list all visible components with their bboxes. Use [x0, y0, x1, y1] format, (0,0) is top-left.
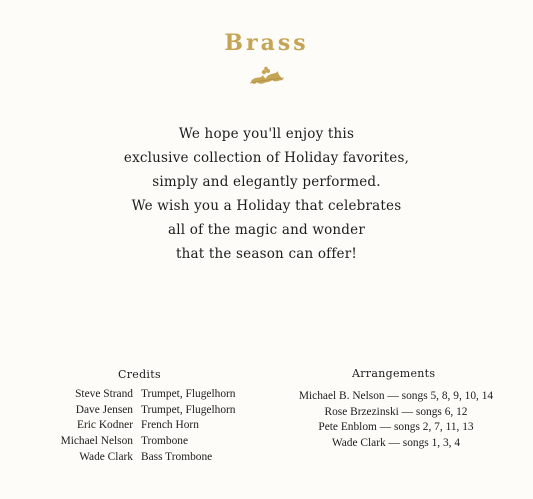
credit-name: Eric Kodner	[77, 419, 133, 432]
arrangements-list	[298, 389, 494, 452]
credit-role: Trumpet, Flugelhorn	[141, 388, 236, 400]
credit-name: Michael Nelson	[60, 435, 133, 448]
credit-row	[30, 434, 236, 450]
credit-role: Bass Trombone	[141, 450, 213, 463]
credit-role: French Horn	[141, 419, 199, 432]
message-line: all of the magic and wonder	[168, 222, 365, 238]
message-line: We hope you'll enjoy this	[178, 126, 355, 142]
credit-row	[30, 403, 236, 419]
message-line: that the season can offer!	[175, 246, 358, 262]
credits-heading: Credits	[118, 368, 161, 381]
credit-name: Wade Clark	[79, 450, 133, 463]
message-line: simply and elegantly performed.	[152, 174, 381, 190]
credits-list	[30, 387, 236, 466]
credit-role: Trombone	[141, 435, 189, 448]
message-line: We wish you a Holiday that celebrates	[131, 198, 402, 214]
credit-row	[30, 418, 236, 434]
arrangement-row: Michael B. Nelson — songs 5, 8, 9, 10, 14	[298, 390, 494, 402]
credit-name: Dave Jensen	[75, 403, 133, 416]
credit-role: Trumpet, Flugelhorn	[141, 403, 236, 416]
arrangements-heading: Arrangements	[352, 367, 436, 380]
holiday-message	[0, 122, 533, 266]
arrangement-row: Rose Brzezinski — songs 6, 12	[324, 405, 468, 418]
credit-name: Steve Strand	[75, 388, 133, 400]
credit-row	[30, 450, 236, 466]
credit-row	[30, 387, 236, 403]
arrangement-row: Wade Clark — songs 1, 3, 4	[331, 437, 461, 450]
message-line: exclusive collection of Holiday favorites,	[123, 150, 410, 166]
page-title: Brass	[224, 30, 309, 56]
holly-sprig-icon	[247, 66, 287, 88]
arrangement-row: Pete Enblom — songs 2, 7, 11, 13	[318, 421, 474, 434]
